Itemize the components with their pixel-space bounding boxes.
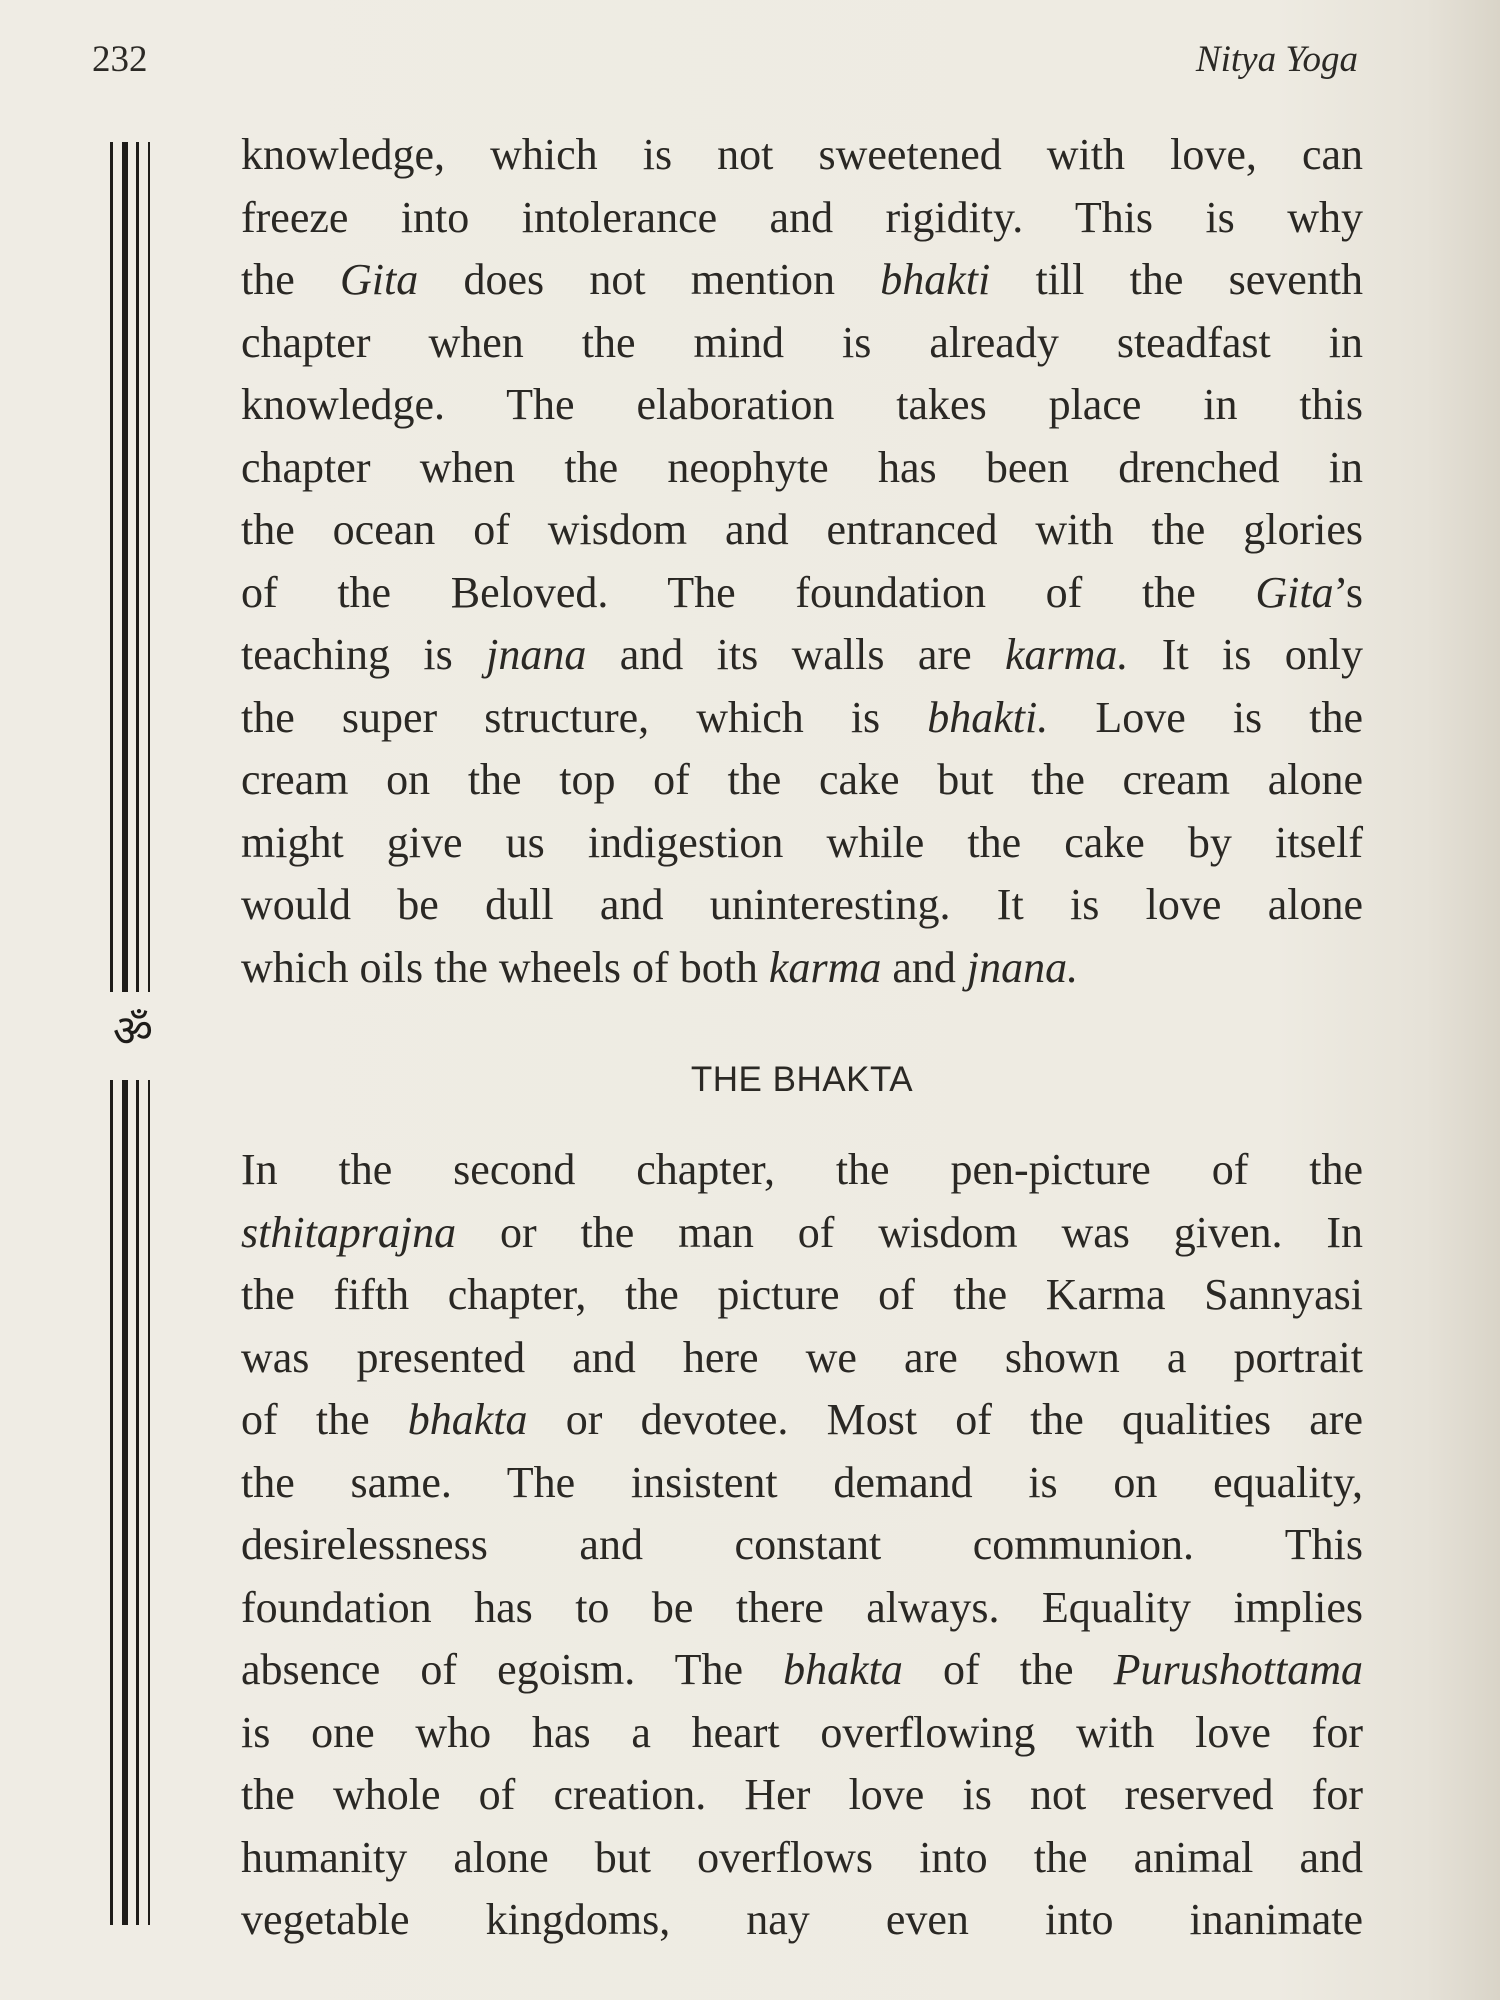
text-line: the Gita does not mention bhakti till the seventh	[241, 255, 1363, 304]
text-line: the super structure, which is bhakti. Love is the	[241, 692, 1363, 742]
section-heading: THE BHAKTA	[690, 1060, 914, 1099]
text-line: cream on the top of the cake but the cream alone	[241, 755, 1363, 804]
text-line: vegetable kingdoms, nay even into inanimate	[241, 1895, 1363, 1944]
text-line: is one who has a heart overflowing with love for	[241, 1707, 1363, 1757]
om-icon: ॐ	[112, 1006, 154, 1057]
text-line: absence of egoism. The bhakta of the Purushottama	[241, 1645, 1364, 1694]
text-line: of the Beloved. The foundation of the Gita’s	[241, 567, 1363, 617]
text-line: foundation has to be there always. Equality implies	[241, 1582, 1363, 1632]
text-line: was presented and here we are shown a portrait	[241, 1332, 1363, 1382]
text-line: of the bhakta or devotee. Most of the qualities are	[241, 1395, 1363, 1444]
page-number: 232	[92, 39, 148, 80]
text-line: the fifth chapter, the picture of the Karma Sannyasi	[241, 1270, 1363, 1319]
text-line: desirelessness and constant communion. This	[241, 1520, 1363, 1569]
text-line: the same. The insistent demand is on equality,	[241, 1457, 1363, 1507]
text-line: sthitaprajna or the man of wisdom was given. In	[241, 1207, 1363, 1257]
text-line: chapter when the mind is already steadfast in	[241, 317, 1363, 367]
text-line: In the second chapter, the pen-picture of the	[241, 1145, 1363, 1194]
text-line: teaching is jnana and its walls are karma. It is only	[241, 630, 1364, 679]
text-line: knowledge. The elaboration takes place in this	[241, 380, 1363, 429]
text-line: freeze into intolerance and rigidity. This is why	[241, 192, 1363, 242]
paragraph-the-bhakta	[241, 1139, 1363, 1952]
paragraph-knowledge	[241, 124, 1363, 999]
text-line: humanity alone but overflows into the animal and	[241, 1832, 1363, 1882]
text-line: the ocean of wisdom and entranced with the glories	[241, 505, 1363, 554]
text-line: the whole of creation. Her love is not reserved for	[241, 1770, 1363, 1819]
text-line: which oils the wheels of both karma and jnana.	[241, 942, 1079, 992]
text-line: would be dull and uninteresting. It is love alone	[241, 880, 1363, 929]
text-line: knowledge, which is not sweetened with love, can	[241, 130, 1363, 179]
decorative-margin-rule-bottom	[110, 1080, 154, 1925]
decorative-margin-rule-top	[110, 142, 154, 992]
text-line: chapter when the neophyte has been drenched in	[241, 442, 1363, 492]
running-head-title: Nitya Yoga	[1195, 39, 1358, 80]
text-line: might give us indigestion while the cake by itself	[241, 817, 1363, 867]
